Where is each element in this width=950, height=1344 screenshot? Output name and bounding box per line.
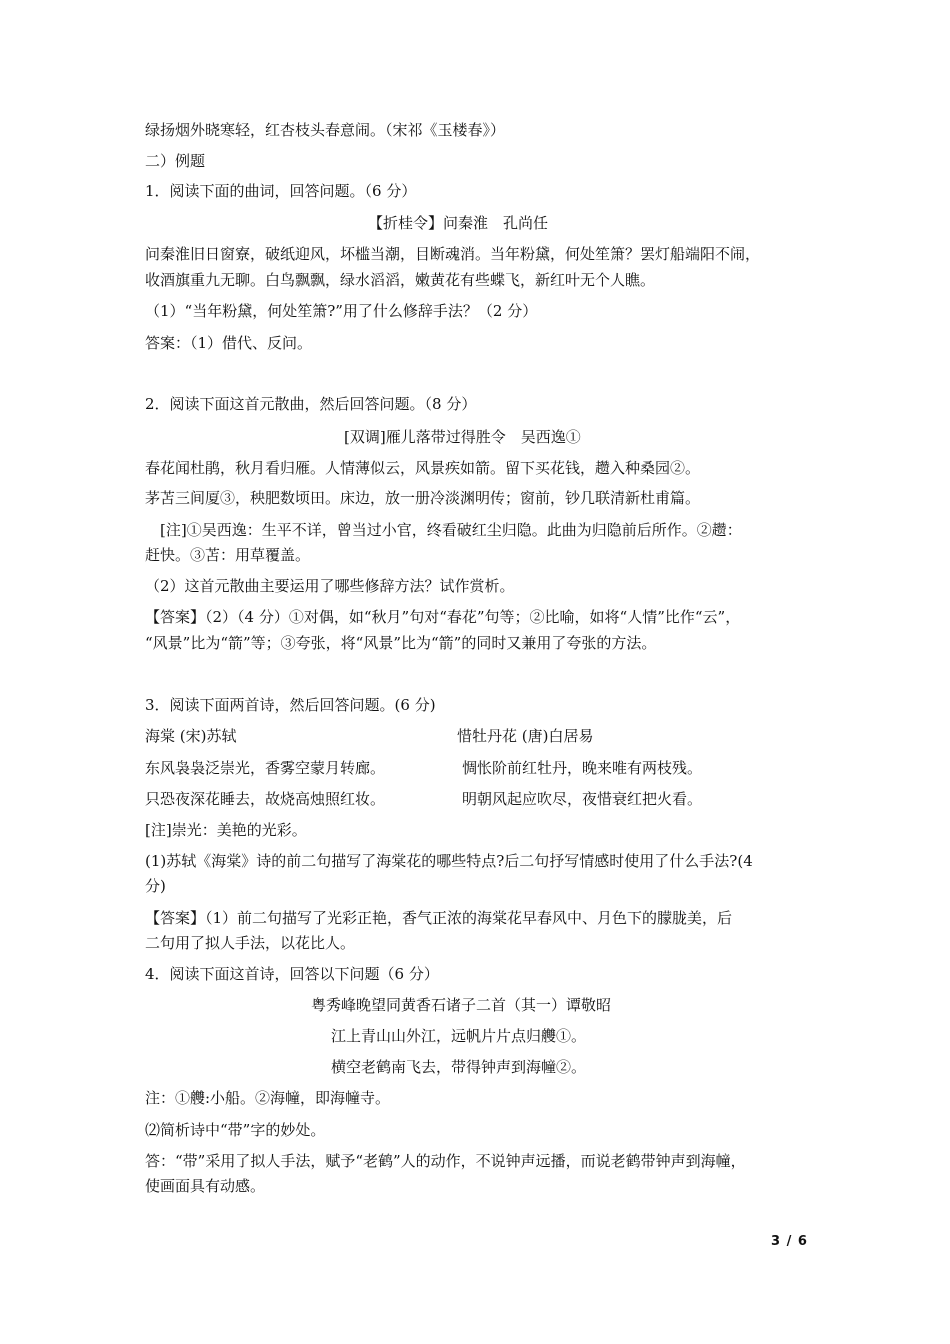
- note-text: [注]①吴西逸：生平不详，曾当过小官，终看破红尘归隐。此曲为归隐前后所作。②趱：: [145, 521, 742, 539]
- sub-question: ⑵简析诗中“带”字的妙处。: [145, 1121, 326, 1139]
- poem-text-line: 横空老鹤南飞去，带得钟声到海幢②。: [331, 1058, 587, 1076]
- poem-text-line: 江上青山山外江，远帆片片点归艭①。: [331, 1027, 587, 1045]
- poem-text-line: 春花闻杜鹃，秋月看归雁。人情薄似云，风景疾如箭。留下买花钱，趱入种桑园②。: [145, 459, 701, 477]
- poem-text-line: 茅苫三间厦③，秧肥数顷田。床边，放一册冷淡渊明传；窗前，钞几联清新杜甫篇。: [145, 489, 701, 507]
- answer-text: “风景”比为“箭”等；③夸张，将“风景”比为“箭”的同时又兼用了夸张的方法。: [145, 634, 657, 652]
- question-1-prompt: 1．阅读下面的曲词，回答问题。（6 分）: [145, 182, 417, 200]
- answer-text: 二句用了拟人手法，以花比人。: [145, 934, 356, 952]
- note-text: [注]崇光：美艳的光彩。: [145, 821, 307, 839]
- poem-text-line: 问秦淮旧日窗寮，破纸迎风，坏槛当潮，目断魂消。当年粉黛，何处笙箫？罢灯船端阳不闹，: [145, 245, 761, 263]
- note-text: 赶快。③苫：用草覆盖。: [145, 546, 311, 564]
- question-4-prompt: 4．阅读下面这首诗，回答以下问题（6 分）: [145, 965, 439, 983]
- poem-title-4: 粤秀峰晚望同黄香石诸子二首（其一）谭敬昭: [311, 996, 612, 1014]
- poem-b-title: 惜牡丹花 (唐)白居易: [457, 727, 594, 745]
- poem-title-1: 【折桂令】问秦淮 孔尚任: [368, 214, 549, 232]
- poem-a-line: 东风袅袅泛崇光，香雾空蒙月转廊。: [145, 759, 386, 777]
- poem-title-2: [双调]雁儿落带过得胜令 吴西逸①: [344, 428, 581, 446]
- answer-text: 答：“带”采用了拟人手法，赋予“老鹤”人的动作，不说钟声远播，而说老鹤带钟声到海幢，: [145, 1152, 746, 1170]
- sub-question: (1)苏轼《海棠》诗的前二句描写了海棠花的哪些特点?后二句抒写情感时使用了什么手法?(4: [145, 852, 753, 870]
- answer-text: 使画面具有动感。: [145, 1177, 266, 1195]
- answer-text: 【答案】（2）（4 分）①对偶，如“秋月”句对“春花”句等；②比喻，如将“人情”比作“云”，: [145, 608, 741, 626]
- poem-text-line: 收酒旗重九无聊。白鸟飘飘，绿水滔滔，嫩黄花有些蝶飞，新红叶无个人瞧。: [145, 271, 656, 289]
- question-3-prompt: 3．阅读下面两首诗，然后回答问题。(6 分): [145, 696, 436, 714]
- quote-line: 绿扬烟外晓寒轻，红杏枝头春意闹。（宋祁《玉楼春》）: [145, 121, 506, 139]
- note-text: 注：①艭:小船。②海幢，即海幢寺。: [145, 1089, 391, 1107]
- poem-a-line: 只恐夜深花睡去，故烧高烛照红妆。: [145, 790, 386, 808]
- poem-a-title: 海棠 (宋)苏轼: [145, 727, 237, 745]
- answer-text: 答案：（1）借代、反问。: [145, 334, 313, 352]
- sub-question: （1）“当年粉黛，何处笙箫?”用了什么修辞手法？（2 分）: [145, 302, 538, 320]
- page-number: 3 / 6: [771, 1234, 808, 1249]
- sub-question: 分): [145, 877, 166, 895]
- answer-text: 【答案】（1）前二句描写了光彩正艳，香气正浓的海棠花早春风中、月色下的朦胧美，后: [145, 909, 733, 927]
- sub-question: （2）这首元散曲主要运用了哪些修辞方法？试作赏析。: [145, 577, 515, 595]
- question-2-prompt: 2．阅读下面这首元散曲，然后回答问题。（8 分）: [145, 395, 477, 413]
- poem-b-line: 明朝风起应吹尽，夜惜衰红把火看。: [462, 790, 703, 808]
- section-heading: 二）例题: [145, 152, 206, 170]
- poem-b-line: 惆怅阶前红牡丹，晚来唯有两枝残。: [462, 759, 703, 777]
